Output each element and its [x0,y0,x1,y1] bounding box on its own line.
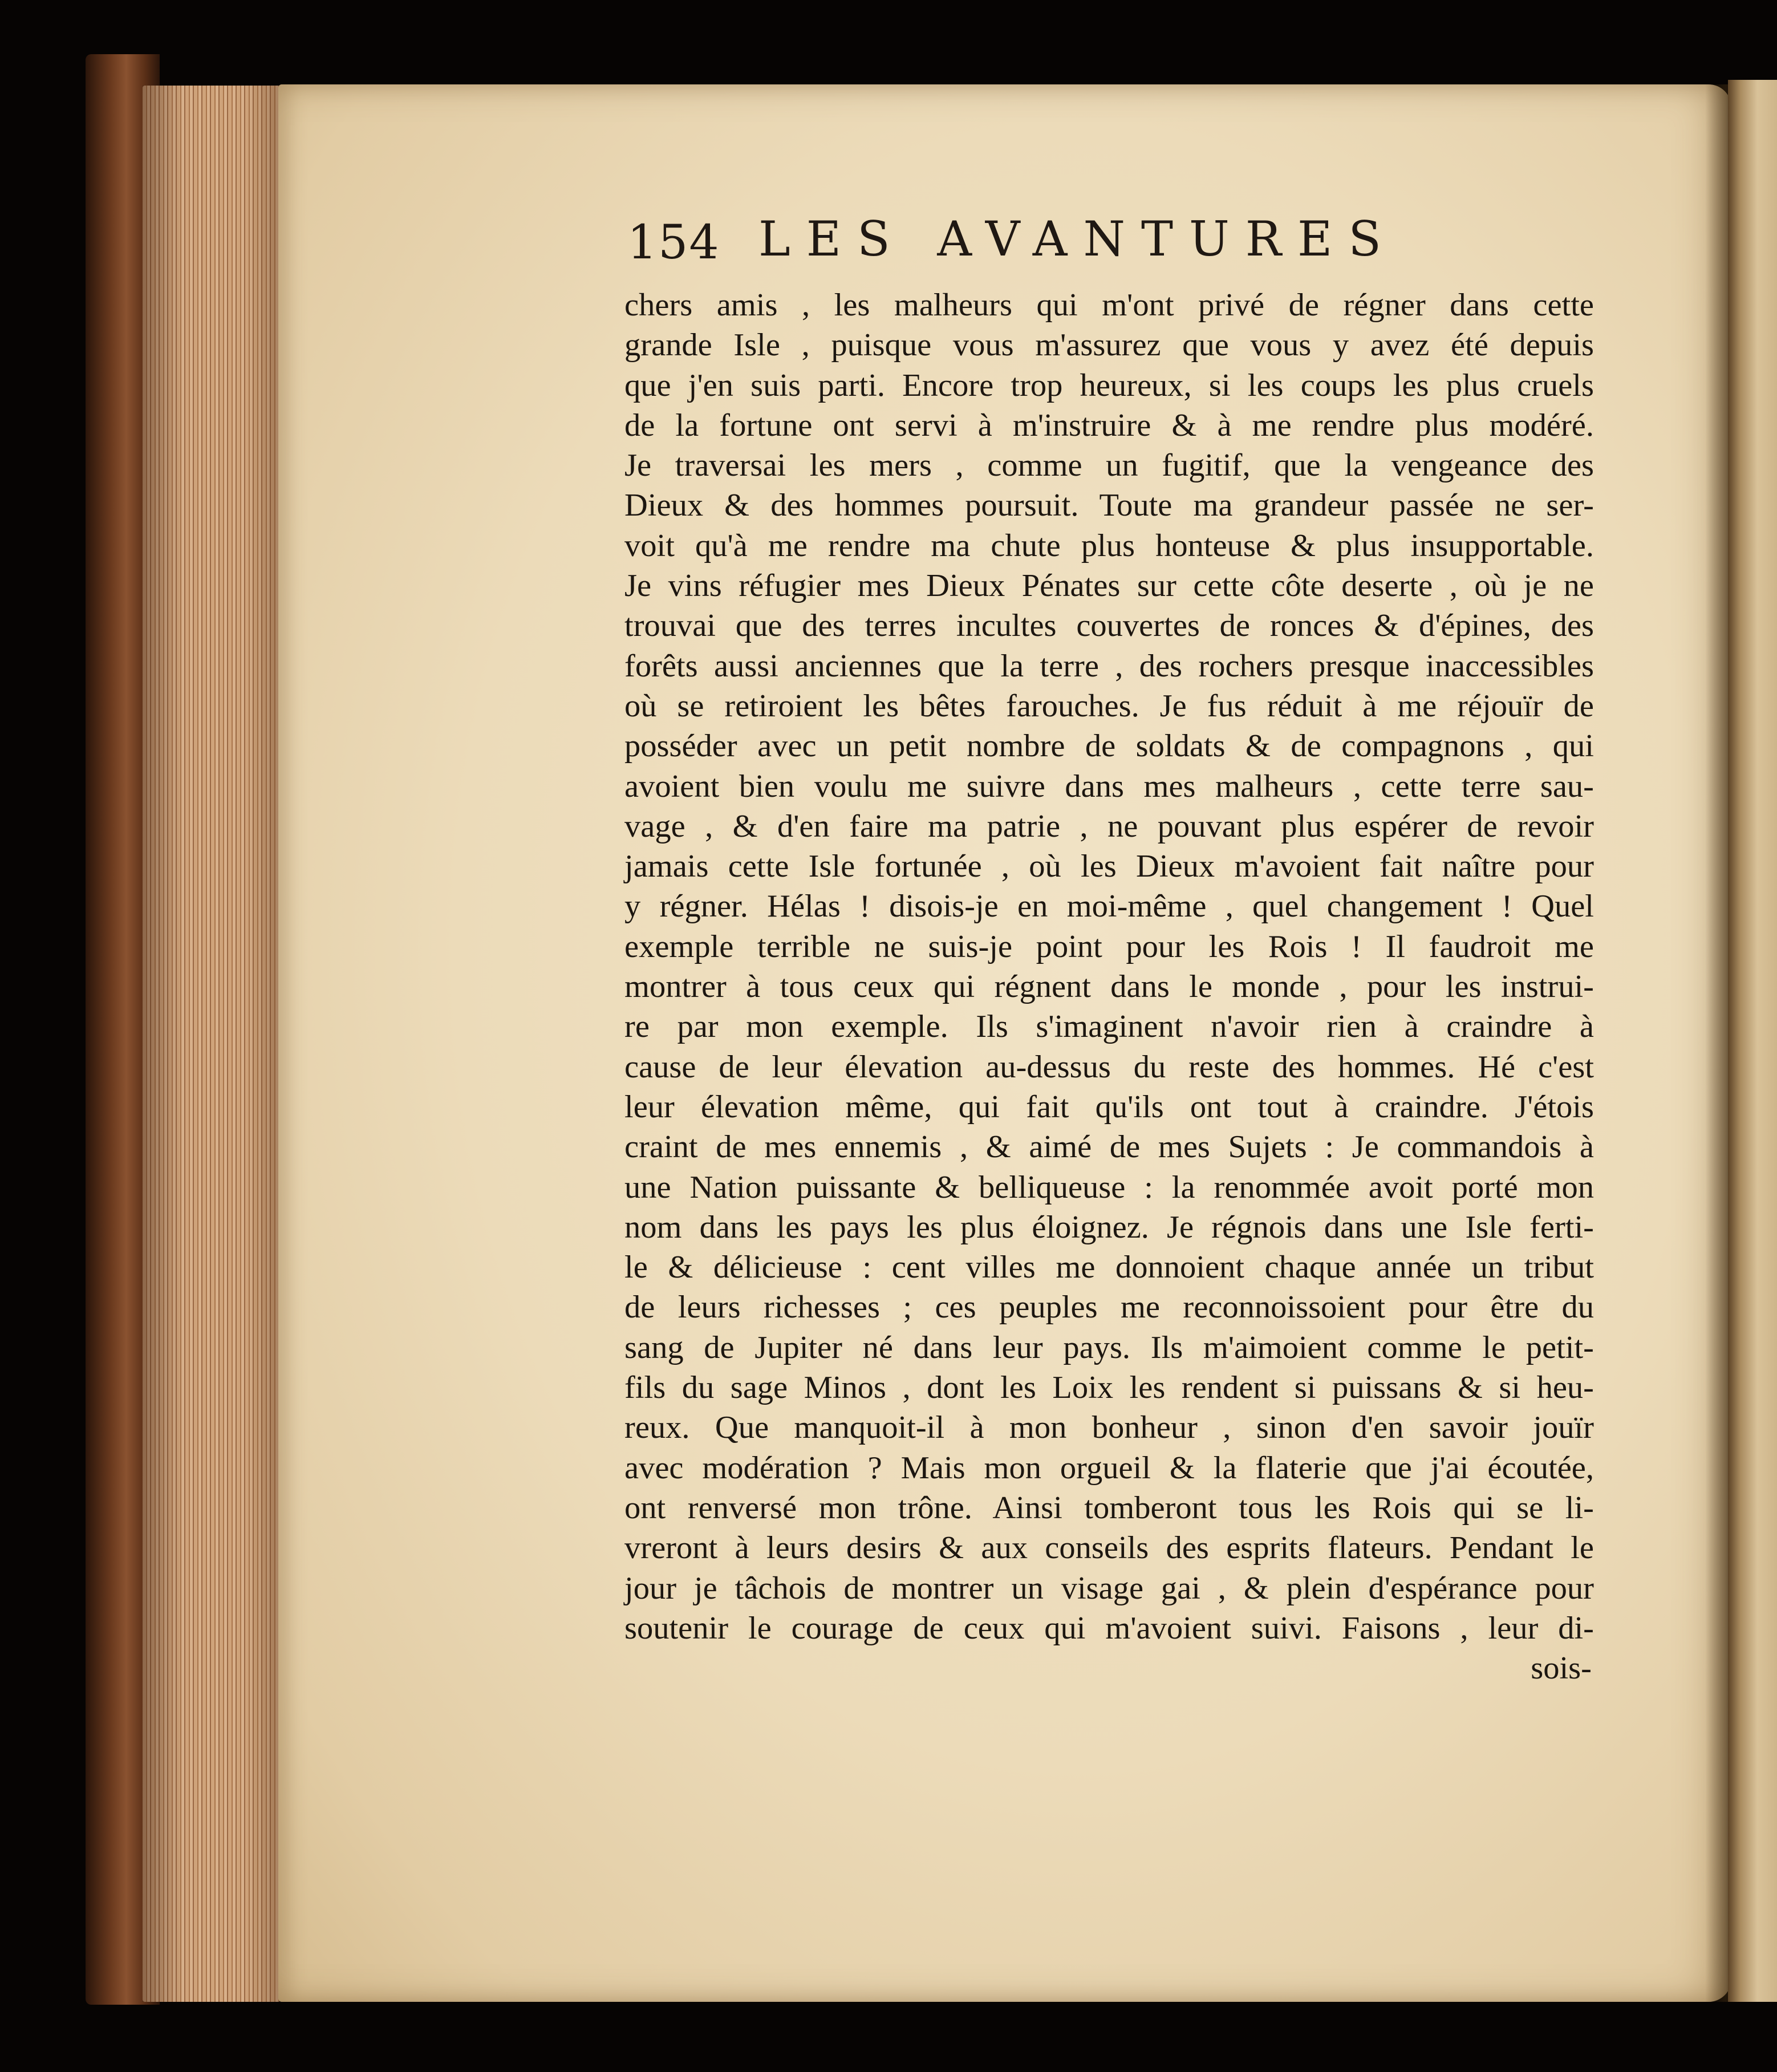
text-line: posséder avec un petit nombre de soldats & de compagnons , qui [624,728,1594,764]
text-line: Je traversai les mers , comme un fugitif, que la vengeance des [624,448,1594,484]
text-line: chers amis , les malheurs qui m'ont privé de régner dans cette [624,287,1594,323]
text-line: cause de leur élevation au-dessus du reste des hommes. Hé c'est [624,1049,1594,1085]
body-text [624,285,1594,1688]
facing-page-edge [1728,80,1777,2002]
text-line: montrer à tous ceux qui régnent dans le monde , pour les instrui- [624,969,1594,1005]
text-line: de leurs richesses ; ces peuples me reconnoissoient pour être du [624,1290,1594,1325]
text-line: Dieux & des hommes poursuit. Toute ma grandeur passée ne ser- [624,488,1594,524]
text-line: soutenir le courage de ceux qui m'avoient suivi. Faisons , leur di- [624,1610,1594,1646]
text-line: re par mon exemple. Ils s'imaginent n'avoir rien à craindre à [624,1009,1594,1045]
text-line: avoient bien voulu me suivre dans mes malheurs , cette terre sau- [624,768,1594,804]
text-line: où se retiroient les bêtes farouches. Je fus réduit à me réjouïr de [624,688,1594,724]
page-number: 154 [627,216,720,270]
text-line: le & délicieuse : cent villes me donnoient chaque année un tribut [624,1250,1594,1286]
text-line: reux. Que manquoit-il à mon bonheur , sinon d'en savoir jouïr [624,1410,1594,1446]
page-edges-shadow [143,86,279,2002]
catchword: sois- [1531,1651,1592,1686]
text-line: trouvai que des terres incultes couvertes de ronces & d'épines, des [624,608,1594,644]
text-line: sang de Jupiter né dans leur pays. Ils m'aimoient comme le petit- [624,1329,1594,1365]
page-header [627,200,1460,279]
text-line: vreront à leurs desirs & aux conseils des esprits flateurs. Pendant le [624,1530,1594,1566]
text-line: exemple terrible ne suis-je point pour les Rois ! Il faudroit me [624,928,1594,964]
text-line: de la fortune ont servi à m'instruire & à me rendre plus modéré. [624,407,1594,443]
text-line: avec modération ? Mais mon orgueil & la flaterie que j'ai écoutée, [624,1450,1594,1486]
text-line: Je vins réfugier mes Dieux Pénates sur cette côte deserte , où je ne [624,568,1594,604]
text-line: craint de mes ennemis , & aimé de mes Sujets : Je commandois à [624,1129,1594,1165]
text-line: nom dans les pays les plus éloignez. Je régnois dans une Isle ferti- [624,1209,1594,1245]
text-line: jamais cette Isle fortunée , où les Dieux m'avoient fait naître pour [624,849,1594,885]
text-line: forêts aussi anciennes que la terre , des rochers presque inaccessibles [624,648,1594,684]
text-line: jour je tâchois de montrer un visage gai , & plein d'espérance pour [624,1570,1594,1606]
text-line: ont renversé mon trône. Ainsi tomberont tous les Rois qui se li- [624,1490,1594,1526]
text-line: une Nation puissante & belliqueuse : la renommée avoit porté mon [624,1169,1594,1205]
text-line: grande Isle , puisque vous m'assurez que vous y avez été depuis [624,327,1594,363]
running-head: LES AVANTURES [758,211,1397,267]
text-line: leur élevation même, qui fait qu'ils ont tout à craindre. J'étois [624,1089,1594,1125]
text-line: fils du sage Minos , dont les Loix les rendent si puissans & si heu- [624,1370,1594,1406]
text-line: voit qu'à me rendre ma chute plus honteuse & plus insupportable. [624,528,1594,563]
text-line: y régner. Hélas ! disois-je en moi-même , quel changement ! Quel [624,889,1594,925]
text-line: vage , & d'en faire ma patrie , ne pouvant plus espérer de revoir [624,808,1594,844]
text-line: que j'en suis parti. Encore trop heureux, si les coups les plus cruels [624,367,1594,403]
